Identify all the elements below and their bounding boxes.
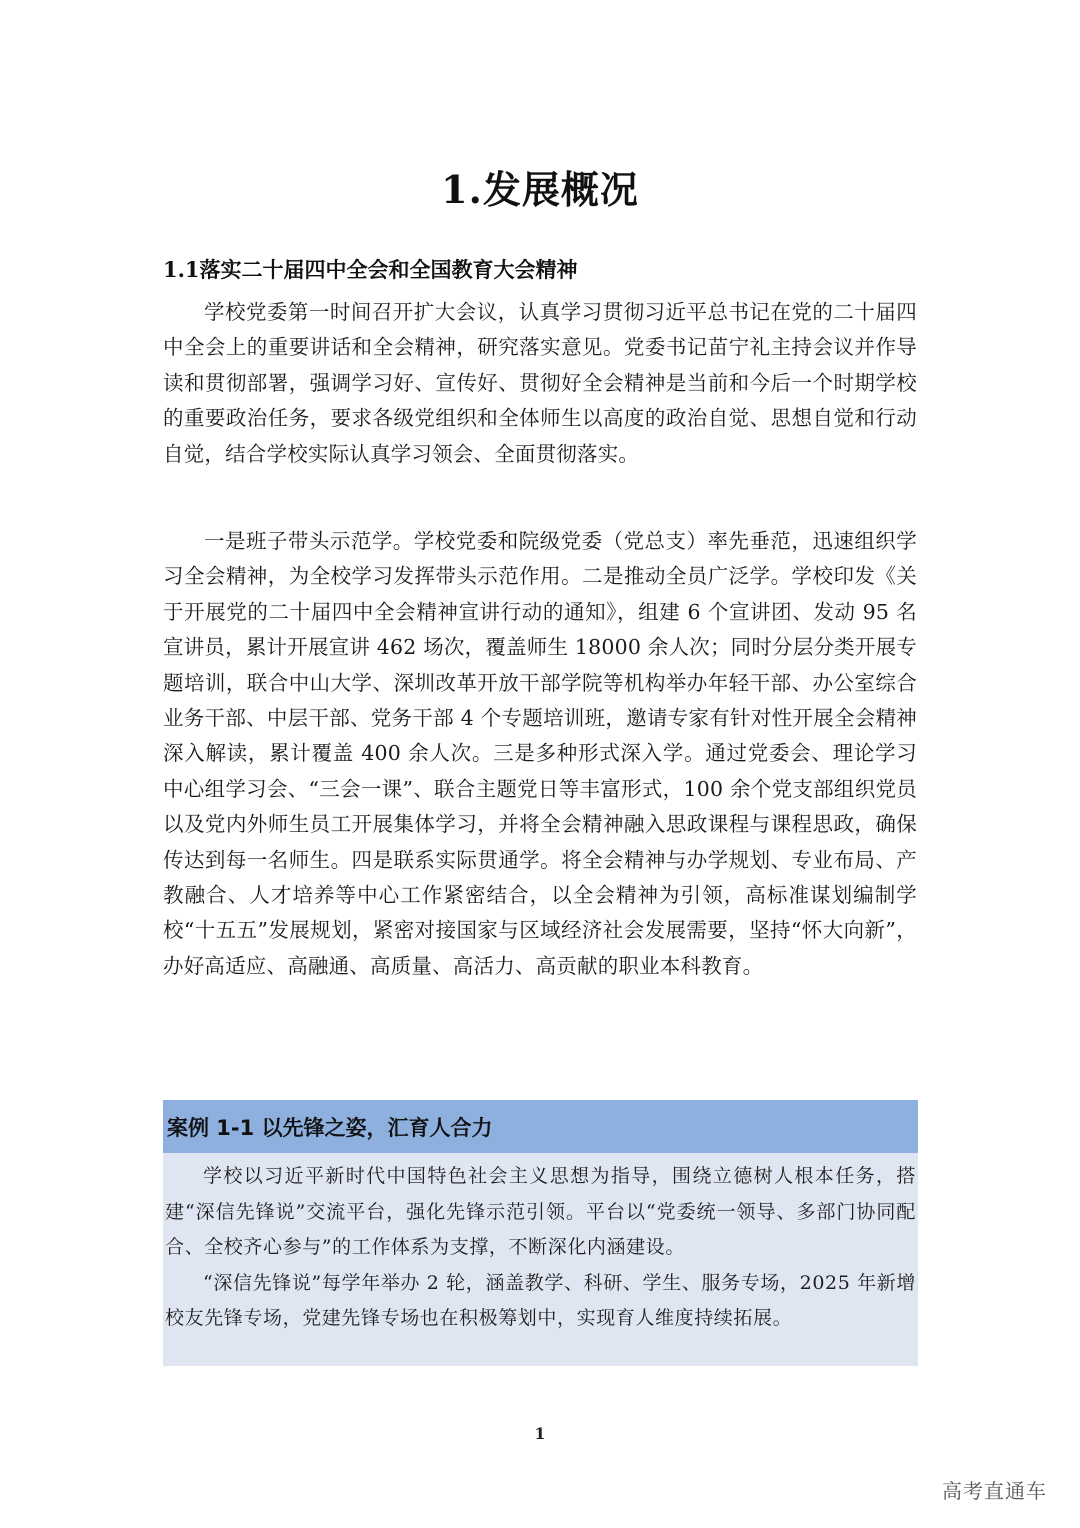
case-box-body xyxy=(163,1153,918,1337)
page-number: 1 xyxy=(534,1424,546,1443)
body-paragraph: 学校党委第一时间召开扩大会议，认真学习贯彻习近平总书记在党的二十届四中全会上的重要讲话和全会精神，研究落实意见。党委书记苗宁礼主持会议并作导读和贯彻部署，强调学习好、宣传好、贯彻好全会精神是当前和今后一个时期学校的重要政治任务，要求各级党组织和全体师生以高度的政治自觉、思想自觉和行动自觉，结合学校实际认真学习领会、全面贯彻落实。 xyxy=(163,300,917,466)
body-paragraph: 一是班子带头示范学。学校党委和院级党委（党总支）率先垂范，迅速组织学习全会精神，为全校学习发挥带头示范作用。二是推动全员广泛学。学校印发《关于开展党的二十届四中全会精神宣讲行动的通知》，组建 6 个宣讲团、发动 95 名宣讲员，累计开展宣讲 462 场次，覆盖师生 18000 余人次；同时分层分类开展专题培训，联合中山大学、深圳改革开放干部学院等机构举办年轻干部、办公室综合业务干部、中层干部、党务干部 4 个专题培训班，邀请专家有针对性开展全会精神深入解读，累计覆盖 400 余人次。三是多种形式深入学。通过党委会、理论学习中心组学习会、“三会一课”、联合主题党日等丰富形式，100 余个党支部组织党员以及党内外师生员工开展集体学习，并将全会精神融入思政课程与课程思政，确保传达到每一名师生。四是联系实际贯通学。将全会精神与办学规划、专业布局、产教融合、人才培养等中心工作紧密结合，以全会精神为引领，高标准谋划编制学校“十五五”发展规划，紧密对接国家与区域经济社会发展需要，坚持“怀大向新”，办好高适应、高融通、高质量、高活力、高贡献的职业本科教育。 xyxy=(163,529,917,978)
section-heading: 1.1落实二十届四中全会和全国教育大会精神 xyxy=(163,257,578,282)
case-paragraph: 学校以习近平新时代中国特色社会主义思想为指导，围绕立德树人根本任务，搭建“深信先锋说”交流平台，强化先锋示范引领。平台以“党委统一领导、多部门协同配合、全校齐心参与”的工作体系为支撑，不断深化内涵建设。 xyxy=(165,1165,916,1258)
case-paragraph: “深信先锋说”每学年举办 2 轮，涵盖教学、科研、学生、服务专场，2025 年新增校友先锋专场，党建先锋专场也在积极筹划中，实现育人维度持续拓展。 xyxy=(165,1271,916,1329)
case-box xyxy=(163,1100,918,1366)
case-box-title: 案例 1-1 以先锋之姿，汇育人合力 xyxy=(163,1100,918,1153)
page-title: 1.发展概况 xyxy=(441,167,639,212)
watermark: 高考直通车 xyxy=(942,1479,1047,1503)
